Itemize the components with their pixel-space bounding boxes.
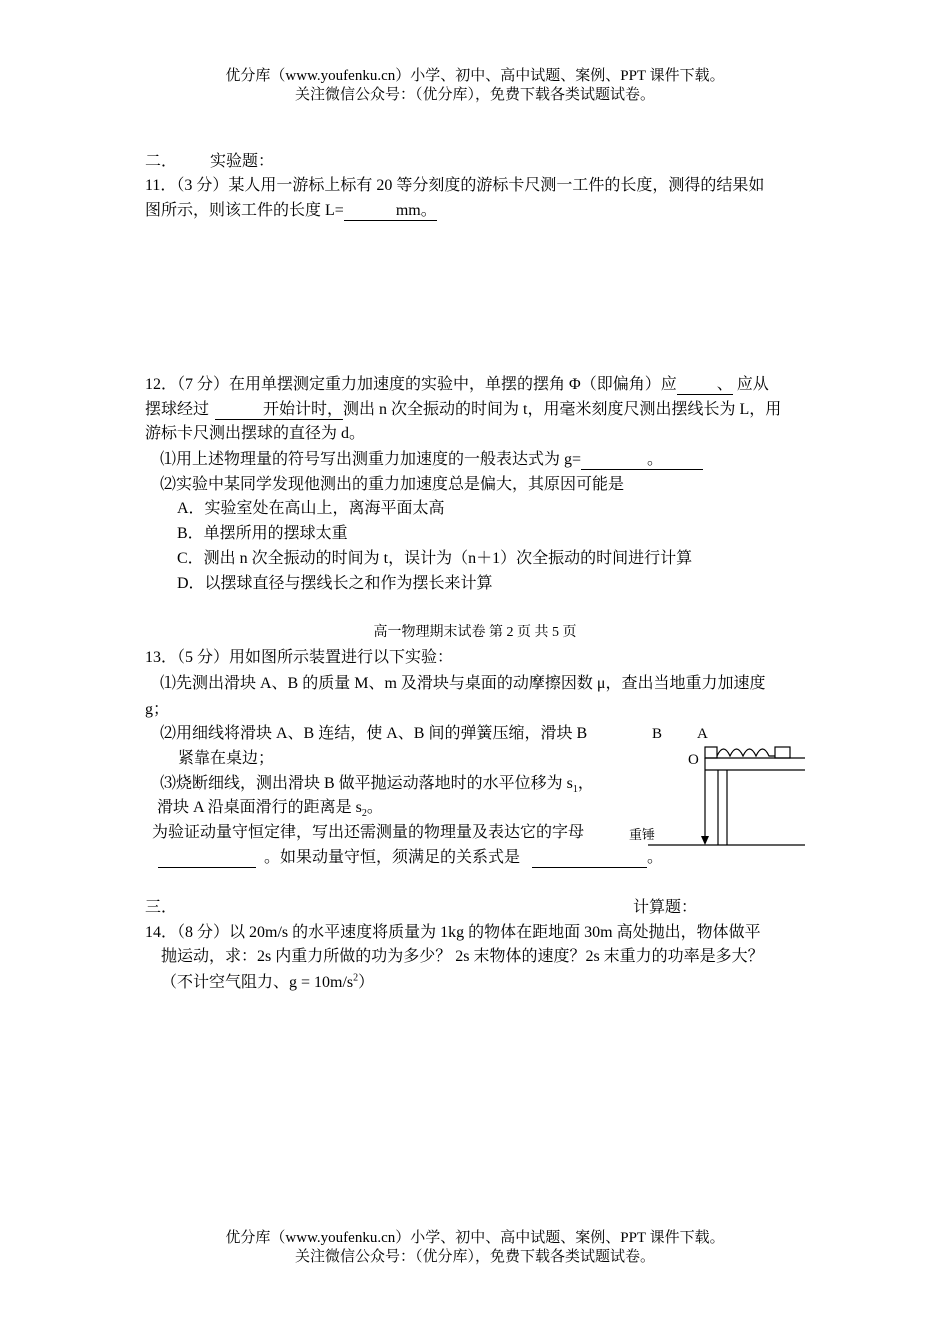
- q11-blank-space: [344, 204, 396, 220]
- q12-line2-underlined: 开始计时，: [263, 401, 344, 418]
- q14-line3-superscript: 2: [353, 972, 359, 984]
- q13-step2: ⑵用细线将滑块 A、B 连结，使 A、B 间的弹簧压缩，滑块 B: [160, 725, 588, 742]
- section2-title: 实验题：: [210, 153, 275, 170]
- q11-answer-blank: [344, 202, 437, 221]
- header-bottom-line1: 优分库（www.youfenku.cn）小学、初中、高中试题、案例、PPT 课件下载。: [225, 1230, 725, 1246]
- q12-line2: [145, 400, 781, 420]
- q11-unit: mm。: [395, 202, 437, 219]
- q13-step3-end: ，: [577, 775, 594, 792]
- q12-line2-post: 测出 n 次全振动的时间为 t，用毫米刻度尺测出摆线长为 L，用: [343, 401, 782, 418]
- diagram-label-b: B: [652, 726, 663, 742]
- diagram-label-o: O: [688, 752, 699, 768]
- q12-option-b: B．单摆所用的摆球太重: [177, 525, 348, 542]
- q13-blank-quantities-space: [158, 851, 256, 867]
- q13-step2-cont: 紧靠在桌边；: [178, 750, 275, 767]
- q13-ask2-end: 。: [647, 849, 664, 866]
- q12-blank-g: [581, 451, 703, 470]
- plumb-arrowhead: [701, 836, 709, 845]
- section3-number: 三．: [145, 899, 178, 916]
- q12-blank-g-space: [581, 453, 647, 469]
- q12-line1-post: 应从: [732, 376, 769, 393]
- q12-blank-position-space: [215, 403, 263, 419]
- q14-line3-end: ）: [358, 974, 375, 991]
- q12-blank-position: [215, 401, 343, 420]
- compressed-spring: [717, 749, 775, 756]
- q13-blank-relation: [532, 849, 647, 868]
- q13-step3: [160, 774, 594, 794]
- header-top-line1: 优分库（www.youfenku.cn）小学、初中、高中试题、案例、PPT 课件下载。: [225, 68, 725, 84]
- block-b: [705, 747, 717, 758]
- momentum-apparatus-diagram: [620, 720, 810, 850]
- block-a: [775, 747, 790, 758]
- header-bottom-line2: 关注微信公众号：（优分库），免费下载各类试题试卷。: [294, 1249, 655, 1265]
- q12-line1-mid: 、: [716, 376, 733, 393]
- q11-line1: 11．（3 分）某人用一游标上标有 20 等分刻度的游标卡尺测一工件的长度，测得的结果如: [145, 177, 765, 194]
- q14-line3: [161, 973, 374, 993]
- q12-option-a: A．实验室处在高山上，离海平面太高: [177, 500, 445, 517]
- q13-line1: 13．（5 分）用如图所示装置进行以下实验：: [145, 649, 454, 666]
- q13-step3-cont-end: 。: [366, 799, 383, 816]
- q12-sub1-text: ⑴用上述物理量的符号写出测重力加速度的一般表达式为 g=: [160, 451, 582, 468]
- q12-sub2: ⑵实验中某同学发现他测出的重力加速度总是偏大，其原因可能是: [160, 476, 625, 493]
- q12-option-c: C．测出 n 次全振动的时间为 t，误计为（n＋1）次全振动的时间进行计算: [177, 550, 693, 567]
- q14-line3-text: （不计空气阻力、g = 10m/s: [161, 974, 354, 991]
- q12-sub1: [160, 450, 703, 470]
- q13-ask2: [158, 848, 663, 868]
- q13-blank-quantities: [158, 849, 256, 868]
- diagram-label-weight: 重锤: [629, 827, 656, 842]
- q12-sub1-end: 。: [647, 451, 664, 468]
- q12-line1-text: 12．（7 分）在用单摆测定重力加速度的实验中，单摆的摆角 Φ（即偏角）应: [145, 376, 677, 393]
- q14-line2: 抛运动，求：2s 内重力所做的功为多少？ 2s 末物体的速度？2s 末重力的功率是多大？: [161, 948, 764, 965]
- q12-option-d: D．以摆球直径与摆线长之和作为摆长来计算: [177, 575, 493, 592]
- q13-step3-cont-subscript: 2: [361, 808, 367, 820]
- page-footer: 高一物理期末试卷 第 2 页 共 5 页: [373, 625, 577, 640]
- header-top-line2: 关注微信公众号：（优分库），免费下载各类试题试卷。: [294, 87, 655, 103]
- q13-step3-text: ⑶烧断细线，测出滑块 B 做平抛运动落地时的水平位移为 s: [160, 775, 573, 792]
- q13-step1-cont: g；: [145, 701, 170, 718]
- q13-step3-subscript: 1: [572, 784, 578, 796]
- q13-step1: ⑴先测出滑块 A、B 的质量 M、m 及滑块与桌面的动摩擦因数 μ，查出当地重力加速度: [160, 675, 766, 692]
- q11-line2: [145, 201, 437, 221]
- q12-blank-angle-space: [677, 378, 717, 394]
- q12-line2-pre: 摆球经过: [145, 401, 210, 418]
- q13-step3-cont-text: 滑块 A 沿桌面滑行的距离是 s: [157, 799, 362, 816]
- q13-ask2-text: 。如果动量守恒，须满足的关系式是: [264, 849, 521, 866]
- q11-line2-text: 图所示，则该工件的长度 L=: [145, 202, 344, 219]
- q12-line1: [145, 375, 769, 395]
- q14-line1: 14．（8 分）以 20m/s 的水平速度将质量为 1kg 的物体在距地面 30m 高处抛出，物体做平: [145, 924, 761, 941]
- section3-title: 计算题：: [633, 899, 698, 916]
- q13-step3-cont: [157, 798, 383, 818]
- q12-line3: 游标卡尺测出摆球的直径为 d。: [145, 425, 366, 442]
- section2-number: 二．: [145, 153, 178, 170]
- q13-blank-relation-space: [532, 851, 647, 867]
- q12-blank-angle: [677, 376, 733, 395]
- q12-blank-g-tail: [663, 453, 703, 469]
- q13-ask: 为验证动量守恒定律，写出还需测量的物理量及表达它的字母: [152, 824, 585, 841]
- diagram-label-a: A: [697, 726, 708, 742]
